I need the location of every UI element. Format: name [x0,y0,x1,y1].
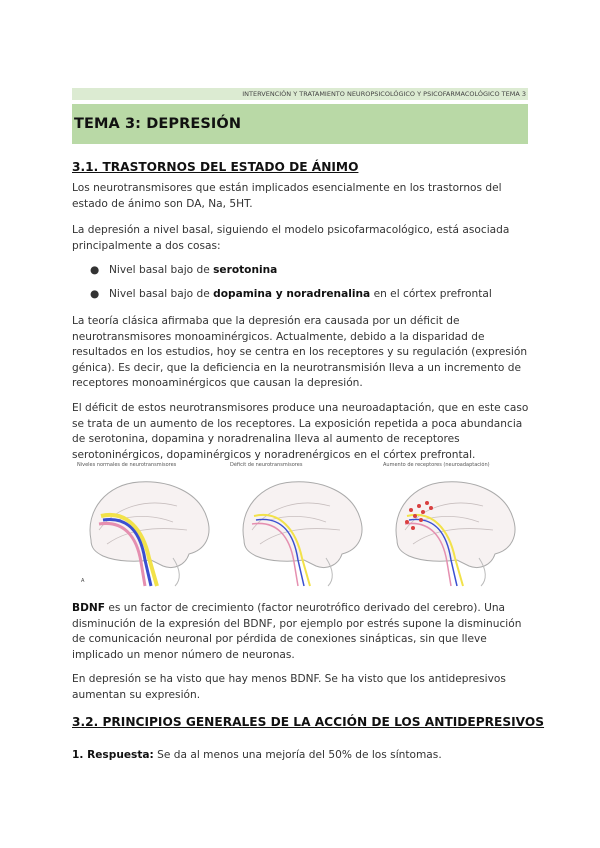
page-title: TEMA 3: DEPRESIÓN [74,116,242,132]
response-term: 1. Respuesta: [72,749,154,761]
bullet-item [90,263,520,278]
bullet-text-tail: en el córtex prefrontal [370,288,492,300]
bullet-bold-text: serotonina [213,264,278,276]
bullet-icon: ● [90,264,100,276]
running-header [72,88,528,100]
paragraph-basal-depression: La depresión a nivel basal, siguiendo el modelo psicofarmacológico, está asociada principalmente a dos cosas: [72,224,510,252]
brain-figure-receptors [383,462,525,588]
running-header-text: INTERVENCIÓN Y TRATAMIENTO NEUROPSICOLÓGICO Y PSICOFARMACOLÓGICO TEMA 3 [242,90,526,98]
bdnf-term: BDNF [72,602,105,614]
title-banner [72,104,528,144]
brain-figure-normal [77,462,219,588]
bullet-text: Nivel basal bajo de [109,264,214,276]
bullet-icon: ● [90,288,100,300]
figure-caption: Déficit de neurotransmisores [230,462,303,468]
brain-figure-deficit [230,462,372,588]
paragraph-bdnf-depression: En depresión se ha visto que hay menos BDNF. Se ha visto que los antidepresivos aumentan su expresión. [72,673,506,701]
bdnf-description: es un factor de crecimiento (factor neurotrófico derivado del cerebro). Una disminución de la expresión del BDNF, por ejemplo por estrés supone la disminución de comunicación neuronal por pérdida de conexiones sinápticas, sin que lleve implicado un menor número de neuronas. [72,602,522,661]
response-description: Se da al menos una mejoría del 50% de los síntomas. [153,749,442,761]
bullet-item [90,287,520,302]
bullet-bold-text: dopamina y noradrenalina [213,288,371,300]
paragraph-response [72,748,530,764]
brain-figures [77,462,525,588]
figure-caption: Aumento de receptores (neuroadaptación) [383,462,490,468]
bullet-text: Nivel basal bajo de [109,288,214,300]
figure-caption: Niveles normales de neurotransmisores [77,462,177,468]
paragraph-neurotransmitters: Los neurotransmisores que están implicados esencialmente en los trastornos del estado de ánimo son DA, Na, 5HT. [72,182,502,210]
paragraph-neuroadaptation: El déficit de estos neurotransmisores produce una neuroadaptación, que en este caso se trata de un aumento de los receptores. La exposición repetida a poca abundancia de serotonina, dopamina y noradrenalina lleva al aumento de receptores serotoninérgicos, dopaminérgicos y noradrenérgicos en el córtex prefrontal. [72,402,529,461]
paragraph-classic-theory: La teoría clásica afirmaba que la depresión era causada por un déficit de neurotransmisores monoaminérgicos. Actualmente, debido a la disparidad de resultados en los estudios, hoy se centra en los receptores y su regulación (expresión génica). Es decir, que la deficiencia en la neurotransmisión lleva a un incremento de receptores monoaminérgicos que causan la depresión. [72,315,528,390]
brain-diagram [230,470,372,588]
brain-diagram [383,470,525,588]
section-heading-1: 3.1. TRASTORNOS DEL ESTADO DE ÁNIMO [72,160,359,174]
brain-diagram [77,470,219,588]
figure-label: A [81,578,85,584]
paragraph-bdnf [72,601,530,663]
section-heading-2: 3.2. PRINCIPIOS GENERALES DE LA ACCIÓN DE LOS ANTIDEPRESIVOS [72,715,545,729]
